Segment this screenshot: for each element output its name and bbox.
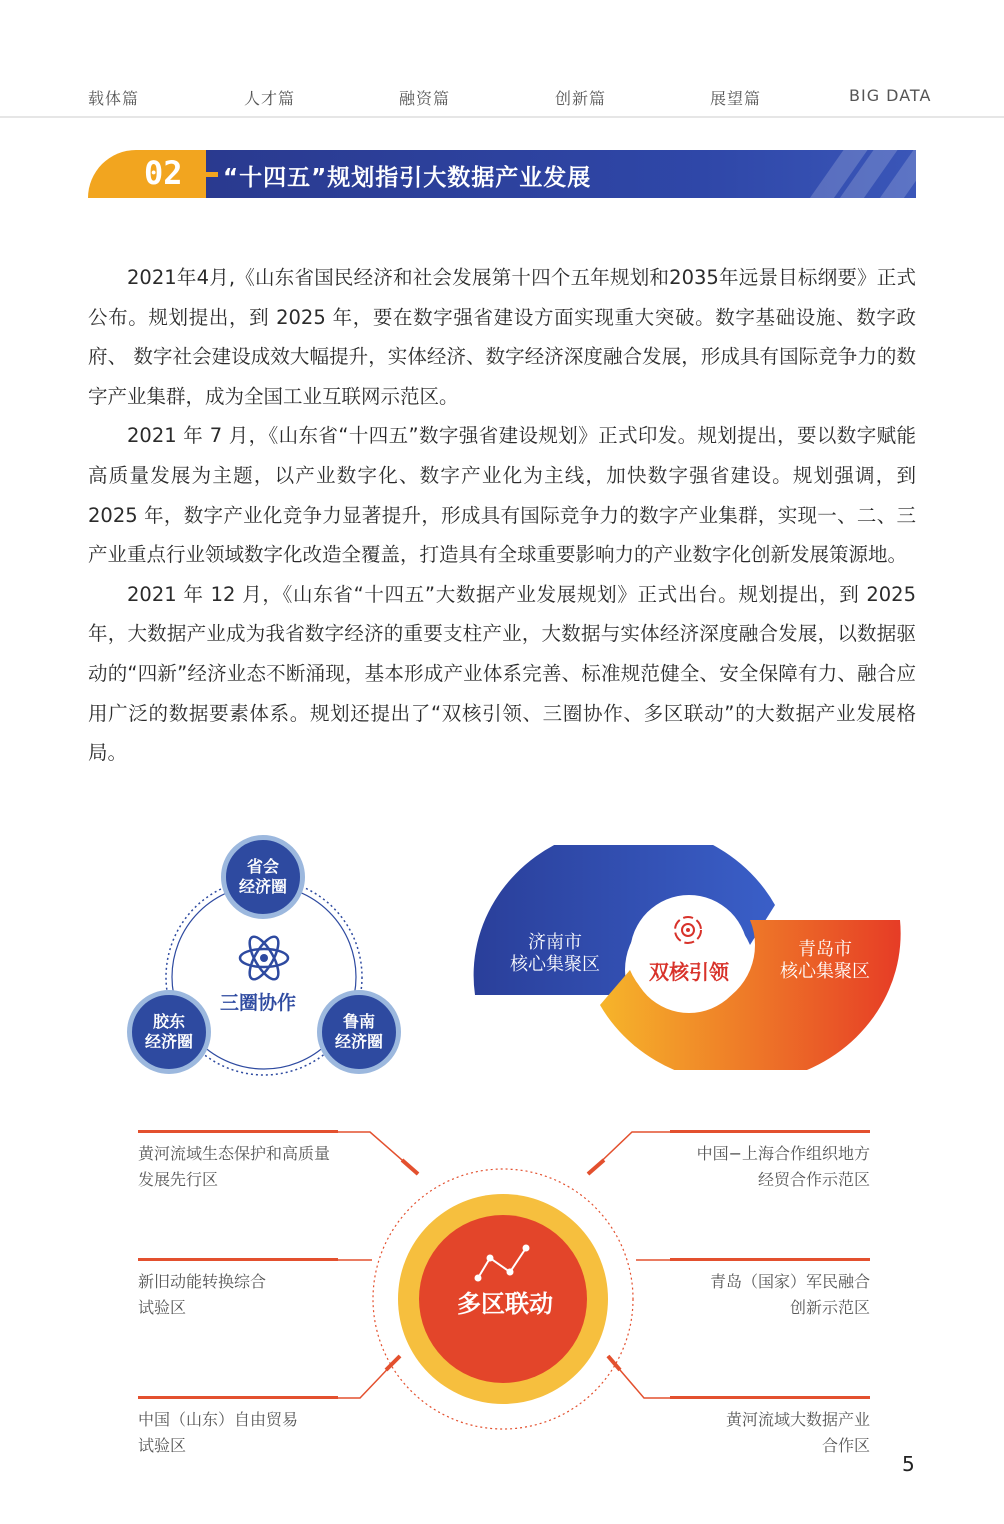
- nav-item-innovation[interactable]: 创新篇: [555, 89, 607, 108]
- nav-item-finance[interactable]: 融资篇: [399, 89, 451, 108]
- page-number: 5: [902, 1452, 915, 1476]
- node-label: 省会: [246, 857, 279, 876]
- section-number: 02: [144, 154, 183, 192]
- dual-core-diagram: [470, 845, 910, 1070]
- zone-label-line: 试验区: [138, 1436, 187, 1455]
- atom-icon: [236, 934, 292, 982]
- zone-new-old-kinetic: [138, 1269, 266, 1321]
- paragraph: 2021 年 7 月，《山东省“十四五”数字强省建设规划》正式印发。规划提出，要以数字赋能高质量发展为主题，以产业数字化、数字产业化为主线，加快数字强省建设。规划强调，到 2025 年，数字产业化竞争力显著提升，形成具有国际竞争力的数字产业集群，实现一、二、三产业重点行业领域数字化改造全覆盖，打造具有全球重要影响力的产业数字化创新发展策源地。: [88, 424, 916, 567]
- three-circles-diagram: [120, 830, 410, 1080]
- zone-name: 青岛市: [798, 939, 852, 960]
- zone-label-line: 合作区: [821, 1436, 870, 1455]
- zone-label-line: 创新示范区: [789, 1298, 870, 1317]
- zone-label-line: 黄河流域生态保护和高质量: [138, 1144, 331, 1163]
- qingdao-core-zone: [770, 939, 880, 983]
- nav-item-carrier[interactable]: 载体篇: [88, 89, 140, 108]
- node-label: 经济圈: [238, 877, 287, 896]
- paragraph: 2021 年 12 月，《山东省“十四五”大数据产业发展规划》正式出台。规划提出，到 2025 年，大数据产业成为我省数字经济的重要支柱产业，大数据与实体经济深度融合发展，以数据驱动的“四新”经济业态不断涌现，基本形成产业体系完善、标准规范健全、安全保障有力、融合应用广泛的数据要素体系。规划还提出了“双核引领、三圈协作、多区联动”的大数据产业发展格局。: [88, 582, 916, 765]
- zone-type: 核心集聚区: [510, 954, 600, 975]
- nav-item-talent[interactable]: 人才篇: [244, 89, 296, 108]
- zone-yellow-river-ecology: [138, 1141, 330, 1193]
- zone-label-line: 经贸合作示范区: [757, 1170, 870, 1189]
- zone-label-line: 新旧动能转换综合: [138, 1272, 267, 1291]
- section-dash: [196, 172, 218, 177]
- node-jiaodong-economic-circle: [127, 990, 211, 1074]
- top-navigation: [0, 0, 1004, 118]
- nav-item-outlook[interactable]: 展望篇: [710, 89, 762, 108]
- zone-sco-demo: [670, 1141, 870, 1193]
- zone-label-line: 中国（山东）自由贸易: [138, 1410, 299, 1429]
- zone-label-line: 试验区: [138, 1298, 187, 1317]
- paragraph: 2021年4月,《山东省国民经济和社会发展第十四个五年规划和2035年远景目标纲要》正式公布。规划提出，到 2025 年，要在数字强省建设方面实现重大突破。数字基础设施、数字政府、 数字社会建设成效大幅提升，实体经济、数字经济深度融合发展，形成具有国际竞争力的数字产业集群，成为全国工业互联网示范区。: [88, 266, 916, 408]
- section-banner: [88, 150, 916, 198]
- zone-label-line: 青岛（国家）军民融合: [709, 1272, 870, 1291]
- article-body: [88, 258, 916, 773]
- zone-label-line: 发展先行区: [138, 1170, 219, 1189]
- jinan-core-zone: [500, 932, 610, 976]
- zone-label-line: 黄河流域大数据产业: [725, 1410, 870, 1429]
- section-title: “十四五”规划指引大数据产业发展: [223, 165, 592, 191]
- node-label: 胶东: [152, 1012, 185, 1031]
- zone-qingdao-military-civil: [670, 1269, 870, 1321]
- zone-shandong-free-trade: [138, 1407, 298, 1459]
- dual-core-label: 双核引领: [649, 960, 729, 984]
- node-lunan-economic-circle: [317, 990, 401, 1074]
- node-capital-economic-circle: [221, 835, 305, 919]
- zone-name: 济南市: [528, 932, 582, 953]
- node-label: 鲁南: [342, 1012, 375, 1031]
- three-circles-label: 三圈协作: [220, 992, 297, 1014]
- node-label: 经济圈: [334, 1032, 383, 1051]
- multi-zone-label: 多区联动: [457, 1290, 553, 1318]
- node-label: 经济圈: [144, 1032, 193, 1051]
- zone-label-line: 中国−上海合作组织地方: [696, 1144, 870, 1163]
- gear-cycle-icon: [668, 911, 708, 949]
- zone-yellow-river-big-data: [670, 1407, 870, 1459]
- nav-item-big-data[interactable]: BIG DATA: [849, 86, 932, 105]
- zone-type: 核心集聚区: [780, 961, 870, 982]
